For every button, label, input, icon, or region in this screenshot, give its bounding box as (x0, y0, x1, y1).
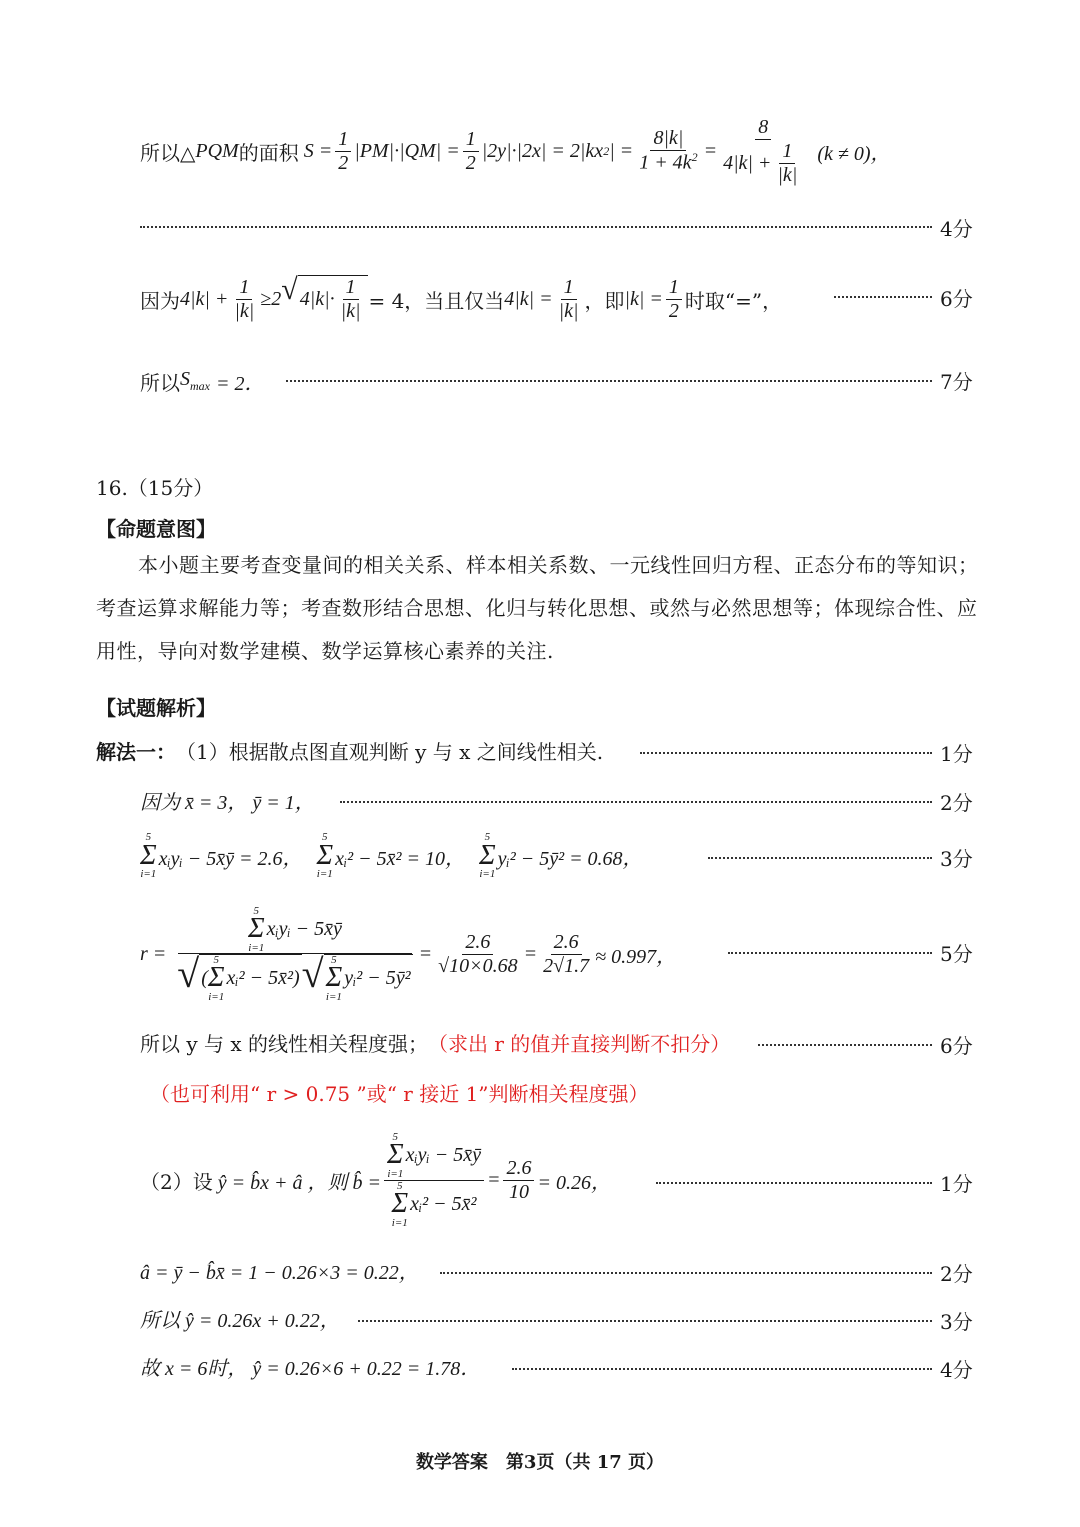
sum-xx: xᵢ² − 5x̄² = 10， (335, 847, 466, 870)
ineq-equality: 4|k| = $\frac{1}{|k|}$ (504, 275, 579, 322)
leader-dots (708, 857, 932, 859)
r-result: ≈ 0.997， (595, 945, 677, 968)
leader-dots (834, 296, 932, 298)
regression-line: 所以 ŷ = 0.26x + 0.22， (140, 1310, 340, 1332)
b-fraction: 5 Σ i=1 xᵢyᵢ − 5x̄ȳ 5 Σ i=1 xᵢ² − 5x̄² (384, 1132, 484, 1228)
analysis-title: 【试题解析】 (96, 696, 216, 720)
triangle-name: PQM (195, 139, 239, 162)
solution1-line (96, 736, 603, 765)
smax-value: = 2． (216, 372, 265, 395)
leader-dots (512, 1368, 932, 1370)
leader-dots (140, 226, 932, 228)
score-label: 5分 (940, 942, 973, 966)
alternative-note: （也可利用“ r > 0.75 ”或“ r 接近 1”判断相关程度强） (150, 1082, 649, 1106)
ineq-formula: 4|k| + $\frac{1}{|k|}$ ≥2 √ 4|k|· $\frac{1}{|k|}$ (180, 275, 368, 323)
leader-dots (758, 1044, 932, 1046)
conclusion-note: （求出 r 的值并直接判断不扣分） (428, 1032, 731, 1056)
score-label: 1分 (940, 1172, 973, 1196)
area-prefix: 所以△ (140, 140, 196, 165)
intent-text: 本小题主要考查变量间的相关关系、样本相关系数、一元线性回归方程、正态分布的等知识；考查运算求解能力等；考查数形结合思想、化归与转化思想、或然与必然思想等；体现综合性、应用性，导向对数学建模、数学运算核心素养的关注. (96, 553, 979, 663)
r-main-fraction: 5 Σ i=1 xᵢyᵢ − 5x̄ȳ √ ( 5 Σ i=1 xᵢ² − 5x̄²) √ 5 Σ i=1 yᵢ² − 5ȳ² (177, 904, 411, 1004)
a-hat-line: â = ȳ − b̂x̄ = 1 − 0.26×3 = 0.22， (140, 1262, 419, 1284)
area-formula-line (140, 108, 891, 194)
solution1-text: （1）根据散点图直观判断 y 与 x 之间线性相关. (176, 740, 604, 764)
score-label: 4分 (940, 217, 973, 241)
sum-yy: yᵢ² − 5ȳ² = 0.68， (497, 847, 643, 870)
area-mid: 的面积 (238, 140, 299, 165)
leader-dots (340, 801, 932, 803)
score-label: 4分 (940, 1358, 973, 1382)
ineq-eq: = 4，当且仅当 (368, 288, 505, 313)
score-label: 3分 (940, 1310, 973, 1334)
r-fraction-3: $\frac{2.6}{2√1.7}$ (543, 930, 590, 977)
score-label: 6分 (940, 287, 973, 311)
smax-symbol: $S_{max}$ (180, 368, 210, 393)
solution1-label: 解法一： (96, 740, 176, 764)
r-formula-line: r = 5 Σ i=1 xᵢyᵢ − 5x̄ȳ √ ( 5 Σ i=1 xᵢ² − 5x̄²) √ 5 Σ i=1 yᵢ² − 5ȳ² = $\frac{2.6}{√10\times 0.68}$ = $\frac{2.6}{2√1.7}$ ≈ 0.997， (140, 904, 677, 1004)
page-footer: 数学答案 第3页（共 17 页） (415, 1452, 665, 1473)
score-label: 1分 (940, 742, 973, 766)
means-line: 因为 x̄ = 3， ȳ = 1， (140, 792, 315, 814)
sum-symbol: 5 Σ i=1 (140, 831, 157, 881)
leader-dots (358, 1320, 932, 1322)
ineq-take: 时取“=”， (684, 288, 783, 313)
question-header: 16.（15分） (96, 476, 214, 500)
ineq-ie: ，即 (584, 288, 625, 313)
b-value-fraction: $\frac{2.6}{10}$ (503, 1157, 534, 1204)
part2-prefix: （2）设 (140, 1169, 213, 1194)
leader-dots (728, 952, 932, 954)
conclusion-line (140, 1028, 730, 1057)
area-formula: S = $\frac{1}{2}$ |PM|·|QM| = $\frac{1}{2}$ |2y|·|2x| = 2|kx 2 | = $\frac{8|k|}{1 + 4k^2}$ = 8 4|k| + $\frac{1}{|k|}$ (298, 115, 798, 186)
conclusion-text: 所以 y 与 x 的线性相关程度强； (140, 1032, 429, 1056)
sum-symbol: 5 Σ i=1 (316, 831, 334, 881)
score-label: 2分 (940, 1262, 973, 1286)
ineq-prefix: 因为 (140, 288, 180, 313)
score-label: 6分 (940, 1034, 973, 1058)
score-label: 7分 (940, 370, 973, 394)
leader-dots (286, 380, 932, 382)
score-label: 3分 (940, 847, 973, 871)
r-fraction-2: $\frac{2.6}{√10\times 0.68}$ (438, 930, 518, 977)
sum-xy: xᵢyᵢ − 5x̄ȳ = 2.6， (158, 847, 303, 870)
smax-prefix: 所以 (140, 370, 180, 395)
intent-title: 【命题意图】 (96, 517, 216, 541)
smax-line (140, 364, 265, 398)
sums-line (140, 828, 643, 884)
score-label: 2分 (940, 791, 973, 815)
sum-symbol: 5 Σ i=1 (479, 831, 496, 881)
prediction-line: 故 x = 6时， ŷ = 0.26×6 + 0.22 = 1.78． (140, 1358, 481, 1380)
leader-dots (640, 752, 932, 754)
leader-dots (440, 1272, 932, 1274)
inequality-line (140, 268, 782, 330)
part2-result: = 0.26， (537, 1171, 611, 1194)
area-condition: (k ≠ 0)， (817, 142, 891, 165)
ineq-k: |k| = $\frac{1}{2}$ (625, 276, 685, 323)
part2-line: （2）设 ŷ = b̂x + â ，则 b̂ = 5 Σ i=1 xᵢyᵢ − 5x̄ȳ 5 Σ i=1 xᵢ² − 5x̄² = $\frac{2.6}{10}$ = 0.26， (140, 1131, 611, 1229)
leader-dots (656, 1182, 932, 1184)
